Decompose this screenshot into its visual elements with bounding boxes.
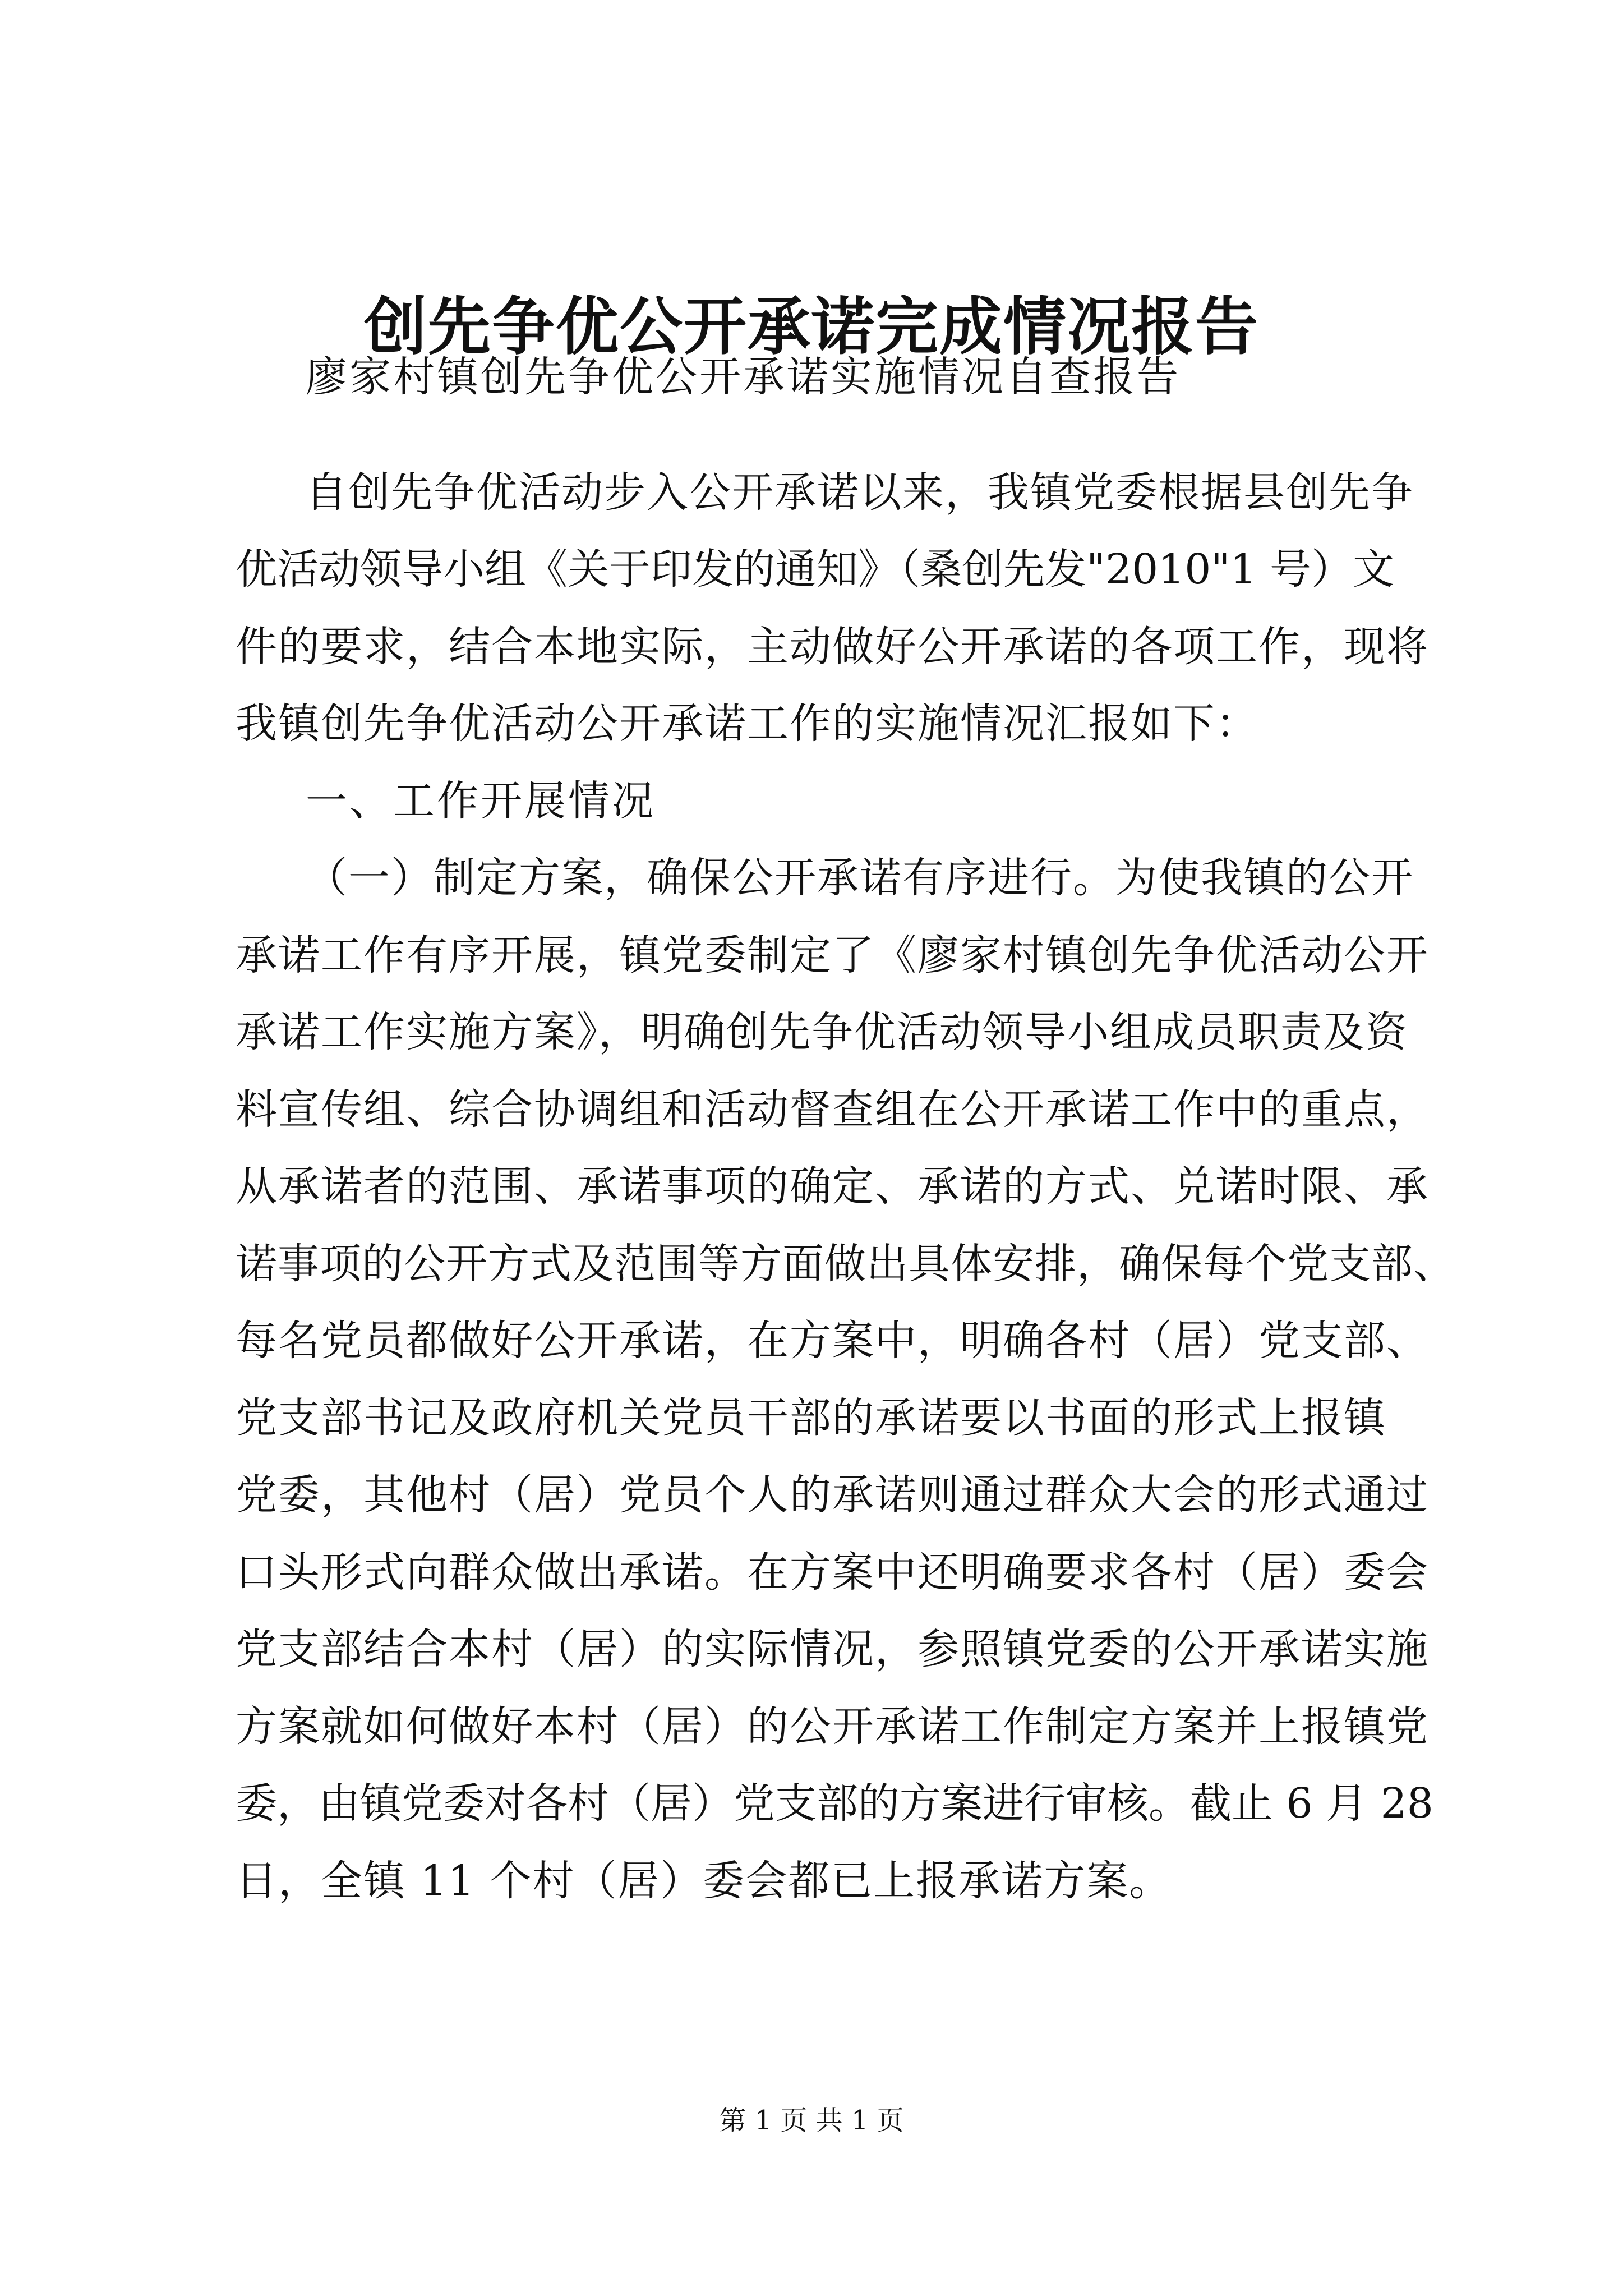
paragraph-line: 每名党员都做好公开承诺，在方案中，明确各村（居）党支部、: [236, 1317, 1429, 1365]
paragraph-line: 优活动领导小组《关于印发的通知》（桑创先发"2010"1 号）文: [236, 545, 1394, 593]
page-footer: 第 1 页 共 1 页: [719, 2105, 904, 2136]
document-title: 创先争优公开承诺完成情况报告: [364, 290, 1259, 364]
paragraph-line: 从承诺者的范围、承诺事项的确定、承诺的方式、兑诺时限、承: [236, 1162, 1429, 1211]
paragraph-line: 我镇创先争优活动公开承诺工作的实施情况汇报如下：: [236, 700, 1258, 748]
paragraph-line: 诺事项的公开方式及范围等方面做出具体安排，确保每个党支部、: [236, 1240, 1455, 1288]
paragraph-line: 承诺工作实施方案》，明确创先争优活动领导小组成员职责及资: [236, 1008, 1408, 1056]
paragraph-line: 日，全镇 11 个村（居）委会都已上报承诺方案。: [236, 1857, 1172, 1905]
paragraph-line: 委，由镇党委对各村（居）党支部的方案进行审核。截止 6 月 28: [236, 1779, 1433, 1828]
paragraph-line: 党支部结合本村（居）的实际情况，参照镇党委的公开承诺实施: [236, 1625, 1429, 1673]
paragraph-line: 方案就如何做好本村（居）的公开承诺工作制定方案并上报镇党: [236, 1703, 1429, 1751]
paragraph-line: 口头形式向群众做出承诺。在方案中还明确要求各村（居）委会: [236, 1548, 1429, 1596]
section-heading: 一、工作开展情况: [306, 777, 656, 825]
paragraph-line: 党支部书记及政府机关党员干部的承诺要以书面的形式上报镇: [236, 1394, 1386, 1442]
document-subtitle: 廖家村镇创先争优公开承诺实施情况自查报告: [306, 353, 1181, 401]
paragraph-line: 自创先争优活动步入公开承诺以来，我镇党委根据县创先争: [306, 468, 1414, 517]
paragraph-line: 件的要求，结合本地实际，主动做好公开承诺的各项工作，现将: [236, 623, 1429, 671]
paragraph-line: 党委，其他村（居）党员个人的承诺则通过群众大会的形式通过: [236, 1471, 1429, 1519]
paragraph-line: 承诺工作有序开展，镇党委制定了《廖家村镇创先争优活动公开: [236, 931, 1429, 979]
paragraph-line: 料宣传组、综合协调组和活动督查组在公开承诺工作中的重点，: [236, 1085, 1429, 1134]
paragraph-line: （一）制定方案，确保公开承诺有序进行。为使我镇的公开: [306, 854, 1414, 902]
